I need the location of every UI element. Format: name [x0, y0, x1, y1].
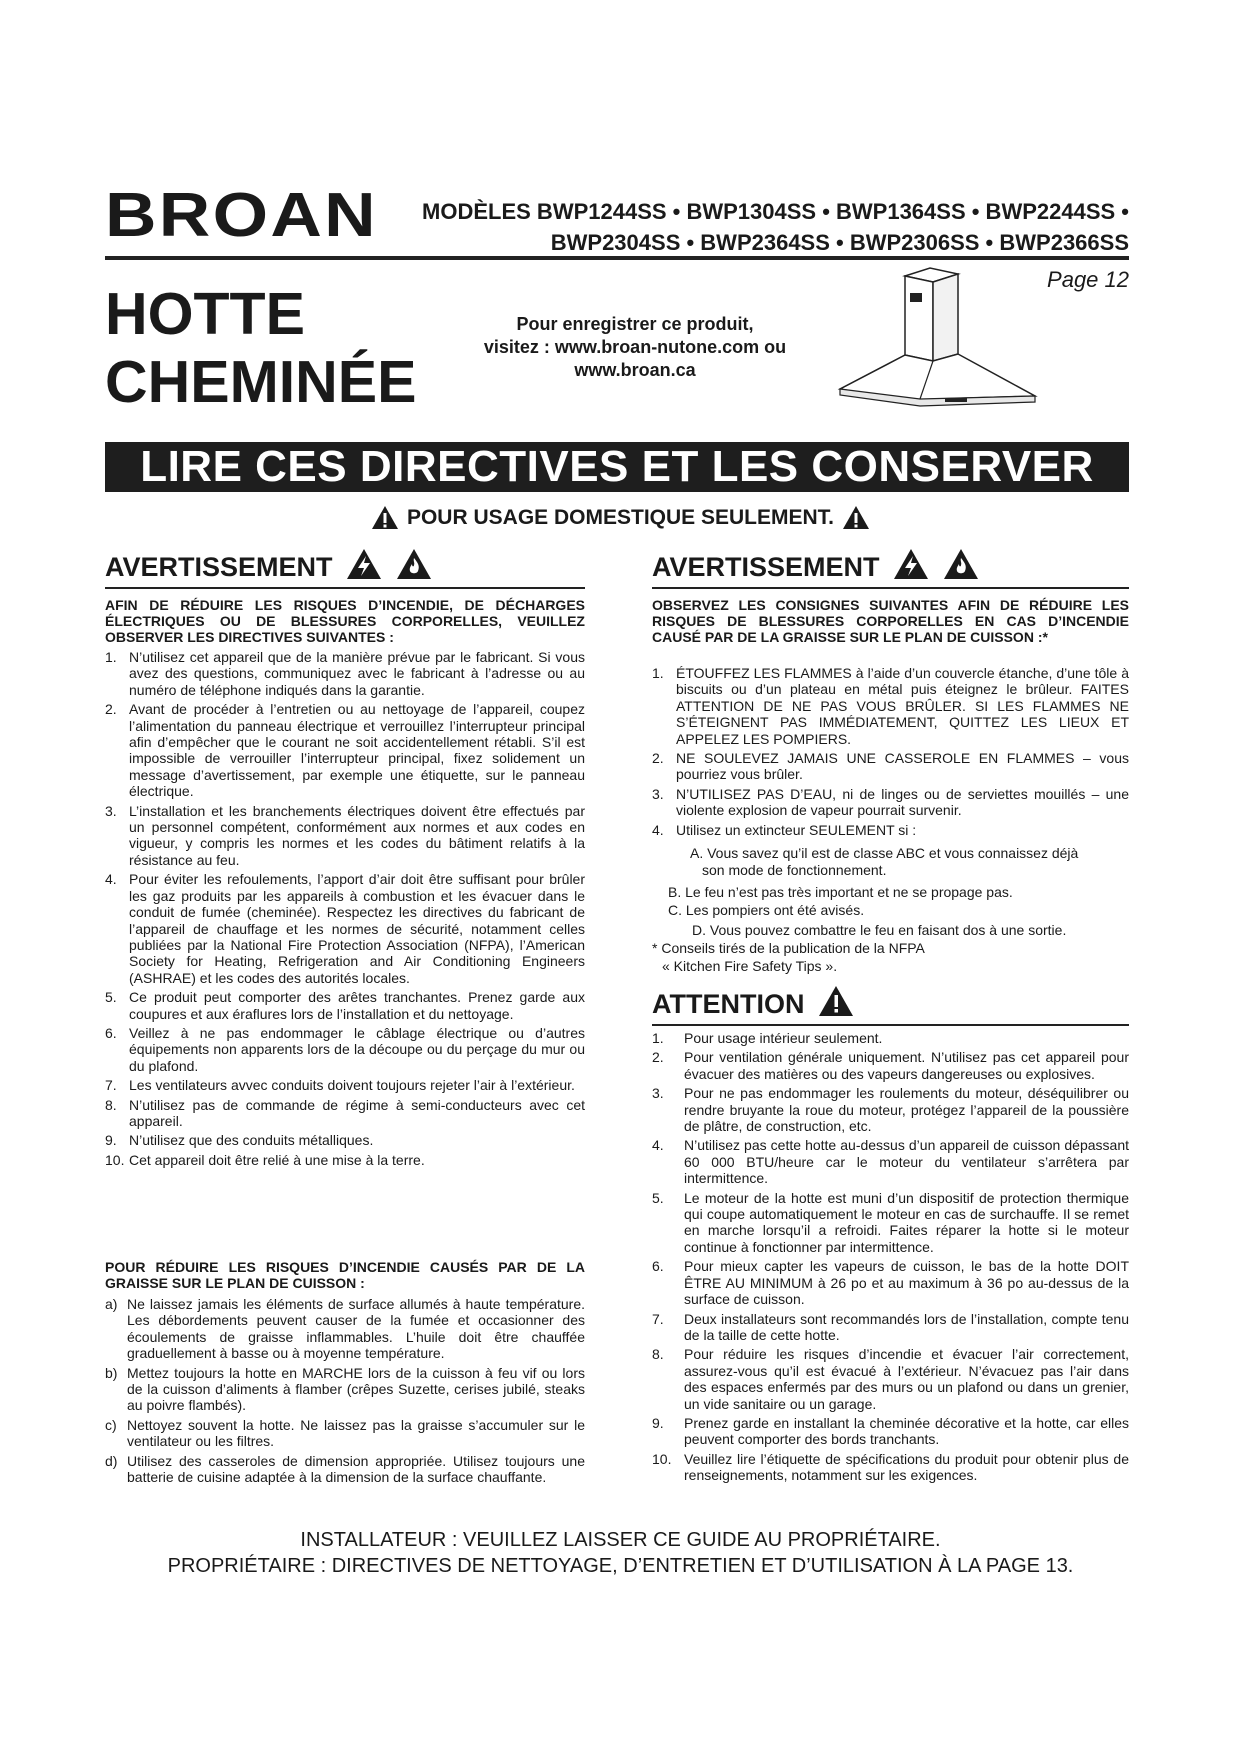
- electric-shock-icon: [346, 548, 382, 580]
- list-item-text: Utilisez un extincteur SEULEMENT si :: [676, 821, 917, 838]
- list-item-number: 2.: [652, 750, 664, 767]
- left-warning-heading: [105, 548, 585, 589]
- list-item: [105, 649, 585, 698]
- list-item: [105, 803, 585, 869]
- attention-list: [652, 1030, 1129, 1487]
- title-line-2: CHEMINÉE: [105, 349, 417, 415]
- list-item: [652, 786, 1129, 819]
- list-item-text: L’installation et les branchements électriques doivent être effectués par un personnel compétent, conformément aux normes et aux codes en vigueur, y compris les normes et les codes du bâtiment relatifs à la résistance au feu.: [129, 802, 585, 868]
- nfpa-note-cont: « Kitchen Fire Safety Tips ».: [662, 958, 838, 974]
- right-heading-rule: [652, 587, 1129, 589]
- household-use-text: POUR USAGE DOMESTIQUE SEULEMENT.: [406, 506, 835, 529]
- list-item-number: 3.: [652, 785, 664, 802]
- register-line-2: visitez : www.broan-nutone.com ou: [483, 337, 787, 357]
- left-lead: AFIN DE RÉDUIRE LES RISQUES D’INCENDIE, DE DÉCHARGES ÉLECTRIQUES OU DE BLESSURES CORPORELLES, VEUILLEZ OBSERVER LES DIRECTIVES SUIVANTES :: [105, 597, 585, 645]
- household-use-notice: [0, 505, 1241, 530]
- list-item-text: Pour ventilation générale uniquement. N’utilisez pas cet appareil pour évacuer des matières ou des vapeurs dangereuses ou explosives.: [684, 1049, 1129, 1082]
- read-and-save-banner: LIRE CES DIRECTIVES ET LES CONSERVER: [105, 442, 1129, 492]
- registration-note: [470, 313, 800, 382]
- list-item-text: Pour réduire les risques d’incendie et évacuer l’air correctement, assurez-vous qu’il est évacué à l’extérieur. N’évacuez pas l’air dans des espaces enfermés par des murs ou un plafond ou dans un grenier, un vide sanitaire ou un garage.: [684, 1346, 1129, 1412]
- list-item-text: Nettoyez souvent la hotte. Ne laissez pas la graisse s’accumuler sur le ventilateur ou les filtres.: [127, 1416, 585, 1450]
- attention-title: ATTENTION: [652, 989, 805, 1019]
- list-item-text: N’utilisez pas de commande de régime à semi-conducteurs avec cet appareil.: [129, 1096, 585, 1129]
- list-item: [105, 1077, 585, 1093]
- list-item-text: Ne laissez jamais les éléments de surface allumés à haute température. Les débordements peuvent causer de la fumée et occasionner des écoulements de graisse inflammables. L’huile doit être chauffée graduellement à basse ou à moyenne température.: [127, 1296, 585, 1362]
- list-item-number: 10.: [105, 1151, 125, 1168]
- right-list: [652, 665, 1129, 841]
- page-number: Page 12: [1047, 267, 1129, 292]
- owner-note: PROPRIÉTAIRE : DIRECTIVES DE NETTOYAGE, D’ENTRETIEN ET D’UTILISATION À LA PAGE 13.: [167, 1555, 1074, 1577]
- list-item: [105, 1097, 585, 1130]
- left-lead-2: POUR RÉDUIRE LES RISQUES D’INCENDIE CAUSÉS PAR DE LA GRAISSE SUR LE PLAN DE CUISSON :: [105, 1259, 585, 1291]
- list-item-number: 7.: [105, 1077, 117, 1094]
- warning-triangle-icon: [842, 505, 870, 530]
- left-list: [105, 649, 585, 1171]
- list-item-number: 5.: [652, 1189, 664, 1206]
- list-item: [105, 701, 585, 799]
- list-item-number: 1.: [105, 649, 117, 665]
- extinguisher-condition-d: D. Vous pouvez combattre le feu en faisant dos à une sortie.: [692, 922, 1067, 938]
- product-title: [105, 280, 416, 416]
- model-list: [422, 196, 1129, 258]
- installer-note: INSTALLATEUR : VEUILLEZ LAISSER CE GUIDE AU PROPRIÉTAIRE.: [300, 1529, 941, 1551]
- list-item-number: 4.: [652, 821, 664, 838]
- extinguisher-condition-c: C. Les pompiers ont été avisés.: [668, 902, 865, 918]
- list-item: [105, 1417, 585, 1450]
- list-item: [652, 1137, 1129, 1186]
- list-item-text: Veuillez lire l’étiquette de spécifications du produit pour obtenir plus de renseignements, notamment sur les exigences.: [684, 1450, 1129, 1484]
- list-item-number: b): [105, 1364, 118, 1381]
- list-item-number: 6.: [105, 1024, 117, 1041]
- list-item-number: 9.: [652, 1414, 664, 1431]
- model-line-2: BWP2304SS • BWP2364SS • BWP2306SS • BWP2366SS: [550, 230, 1129, 255]
- attention-heading: [652, 985, 1129, 1026]
- warning-triangle-icon: [818, 985, 854, 1017]
- list-item-number: c): [105, 1416, 117, 1433]
- list-item: [652, 1190, 1129, 1256]
- list-item: [652, 1451, 1129, 1484]
- model-line-1: MODÈLES BWP1244SS • BWP1304SS • BWP1364SS • BWP2244SS •: [422, 199, 1129, 224]
- list-item-text: Pour mieux capter les vapeurs de cuisson, le bas de la hotte DOIT ÊTRE AU MINIMUM à 26 po et au maximum à 36 po au-dessus de la surface de cuisson.: [684, 1258, 1129, 1308]
- list-item-text: Pour usage intérieur seulement.: [684, 1030, 883, 1046]
- list-item-number: 2.: [105, 701, 117, 718]
- list-item-number: 4.: [105, 871, 117, 888]
- range-hood-illustration: [830, 266, 1090, 436]
- list-item-number: a): [105, 1296, 118, 1312]
- list-item-text: Avant de procéder à l’entretien ou au nettoyage de l’appareil, coupez l’alimentation du panneau électrique et verrouillez l’interrupteur principal afin d’empêcher que le courant ne soit accidentellement rétabli. S’il est impossible de verrouiller l’interrupteur principal, fixez solidement un message d’avertissement, par exemple une étiquette, sur le panneau électrique.: [129, 701, 585, 800]
- list-item-text: Mettez toujours la hotte en MARCHE lors de la cuisson à feu vif ou lors de la cuisson d’aliments à flamber (crêpes Suzette, cerises jubilé, steaks au poivre flambés).: [127, 1364, 585, 1414]
- attention-rule: [652, 1024, 1129, 1026]
- list-item-number: 10.: [652, 1450, 672, 1467]
- list-item-number: 1.: [652, 665, 664, 681]
- list-item: [652, 1030, 1129, 1046]
- list-item-number: 8.: [105, 1096, 117, 1113]
- list-item-text: Deux installateurs sont recommandés lors de l’installation, compte tenu de la taille de cette hotte.: [684, 1310, 1129, 1343]
- list-item-number: d): [105, 1452, 118, 1469]
- list-item: [105, 1365, 585, 1414]
- electric-shock-icon: [893, 548, 929, 580]
- list-item-text: Utilisez des casseroles de dimension appropriée. Utilisez toujours une batterie de cuisine adaptée à la dimension de la surface chauffante.: [127, 1452, 585, 1486]
- list-item: [105, 871, 585, 986]
- register-line-1: Pour enregistrer ce produit,: [516, 314, 754, 334]
- list-item-text: NE SOULEVEZ JAMAIS UNE CASSEROLE EN FLAMMES – vous pourriez vous brûler.: [676, 750, 1129, 783]
- extinguisher-condition-a: A. Vous savez qu’il est de classe ABC et vous connaissez déjà: [690, 845, 1079, 861]
- list-item: [105, 1152, 585, 1168]
- list-item-text: Pour éviter les refoulements, l’apport d’air doit être suffisant pour brûler les gaz produits par les appareils à combustion et les évacuer dans le conduit de fumée (cheminée). Respectez les directives du fabricant de l’appareil de chauffage et les normes de sécurité, notamment celles publiées par la National Fire Protection Association (NFPA), l’American Society for Heating, Refrigeration and Air Conditioning Engineers (ASHRAE) et les codes des autorités locales.: [129, 871, 585, 986]
- extinguisher-condition-b: B. Le feu n’est pas très important et ne se propage pas.: [668, 884, 1013, 900]
- left-list-2: [105, 1296, 585, 1488]
- list-item: [652, 1311, 1129, 1344]
- list-item-number: 6.: [652, 1258, 664, 1275]
- list-item-number: 9.: [105, 1132, 117, 1149]
- list-item-text: Veillez à ne pas endommager le câblage électrique ou d’autres équipements non apparents lors de la découpe ou du perçage du mur ou du plafond.: [129, 1024, 585, 1074]
- warning-triangle-icon: [371, 505, 399, 530]
- title-line-1: HOTTE: [105, 281, 305, 347]
- right-warning-title: AVERTISSEMENT: [652, 552, 880, 582]
- list-item-text: N’UTILISEZ PAS D’EAU, ni de linges ou de serviettes mouillés – une violente explosion de vapeur pourrait survenir.: [676, 785, 1129, 819]
- list-item: [652, 1085, 1129, 1134]
- right-lead: OBSERVEZ LES CONSIGNES SUIVANTES AFIN DE RÉDUIRE LES RISQUES DE BLESSURES CORPORELLES EN CAS D’INCENDIE CAUSÉ PAR DE LA GRAISSE SUR LE PLAN DE CUISSON :*: [652, 597, 1129, 645]
- list-item: [105, 989, 585, 1022]
- list-item-number: 2.: [652, 1049, 664, 1066]
- list-item-text: N’utilisez cet appareil que de la manière prévue par le fabricant. Si vous avez des questions, communiquez avec le fabricant à l’adresse ou au numéro de téléphone indiqués dans la garantie.: [129, 649, 585, 698]
- list-item-text: Prenez garde en installant la cheminée décorative et la hotte, car elles peuvent comporter des bords tranchants.: [684, 1414, 1129, 1448]
- left-heading-rule: [105, 587, 585, 589]
- list-item-text: ÉTOUFFEZ LES FLAMMES à l’aide d’un couvercle étanche, d’une tôle à biscuits ou d’un plateau en métal puis éteignez le brûleur. FAITES ATTENTION DE NE PAS VOUS BRÛLER. SI LES FLAMMES NE S’ÉTEIGNENT PAS IMMÉDIATEMENT, QUITTEZ LES LIEUX ET APPELEZ LES POMPIERS.: [676, 665, 1129, 747]
- list-item-text: N’utilisez que des conduits métalliques.: [129, 1132, 374, 1149]
- left-warning-title: AVERTISSEMENT: [105, 552, 333, 582]
- list-item: [652, 1346, 1129, 1412]
- list-item-number: 3.: [652, 1085, 664, 1102]
- list-item: [105, 1296, 585, 1362]
- list-item-number: 3.: [105, 802, 117, 819]
- list-item-number: 1.: [652, 1030, 664, 1046]
- list-item-number: 7.: [652, 1310, 664, 1327]
- list-item: [652, 1415, 1129, 1448]
- header-rule: [105, 256, 1129, 260]
- list-item-text: Le moteur de la hotte est muni d’un dispositif de protection thermique qui coupe automatiquement le moteur en cas de surchauffe. Il se remet en marche lorsqu’il a refroidi. Faites réparer la hotte si le moteur continue à fonctionner par intermittence.: [684, 1189, 1129, 1255]
- nfpa-note: * Conseils tirés de la publication de la NFPA: [652, 940, 925, 956]
- list-item-text: Les ventilateurs avvec conduits doivent toujours rejeter l’air à l’extérieur.: [129, 1077, 575, 1094]
- right-warning-heading: [652, 548, 1129, 589]
- list-item: [105, 1132, 585, 1148]
- list-item-text: Pour ne pas endommager les roulements du moteur, déséquilibrer ou rendre bruyante la roue du moteur, protégez l’appareil de la poussière de plâtre, de construction, etc.: [684, 1085, 1129, 1135]
- list-item-number: 8.: [652, 1346, 664, 1363]
- fire-hazard-icon: [396, 548, 432, 580]
- list-item: [652, 1258, 1129, 1307]
- list-item: [652, 750, 1129, 783]
- fire-hazard-icon: [943, 548, 979, 580]
- list-item-text: Cet appareil doit être relié à une mise à la terre.: [129, 1151, 425, 1168]
- extinguisher-condition-a-cont: son mode de fonctionnement.: [702, 862, 887, 878]
- list-item: [652, 822, 1129, 838]
- list-item-text: Ce produit peut comporter des arêtes tranchantes. Prenez garde aux coupures et aux éraflures lors de l’installation et du nettoyage.: [129, 989, 585, 1022]
- list-item: [105, 1453, 585, 1486]
- list-item-number: 5.: [105, 989, 117, 1006]
- list-item-number: 4.: [652, 1137, 664, 1154]
- register-line-3: www.broan.ca: [574, 360, 696, 380]
- list-item: [105, 1025, 585, 1074]
- list-item: [652, 1049, 1129, 1082]
- list-item-text: N’utilisez pas cette hotte au-dessus d’un appareil de cuisson dépassant 60 000 BTU/heure car le moteur du ventilateur s’arrêtera par intermittence.: [684, 1137, 1129, 1187]
- brand-logo: BROAN: [105, 181, 378, 250]
- list-item: [652, 665, 1129, 747]
